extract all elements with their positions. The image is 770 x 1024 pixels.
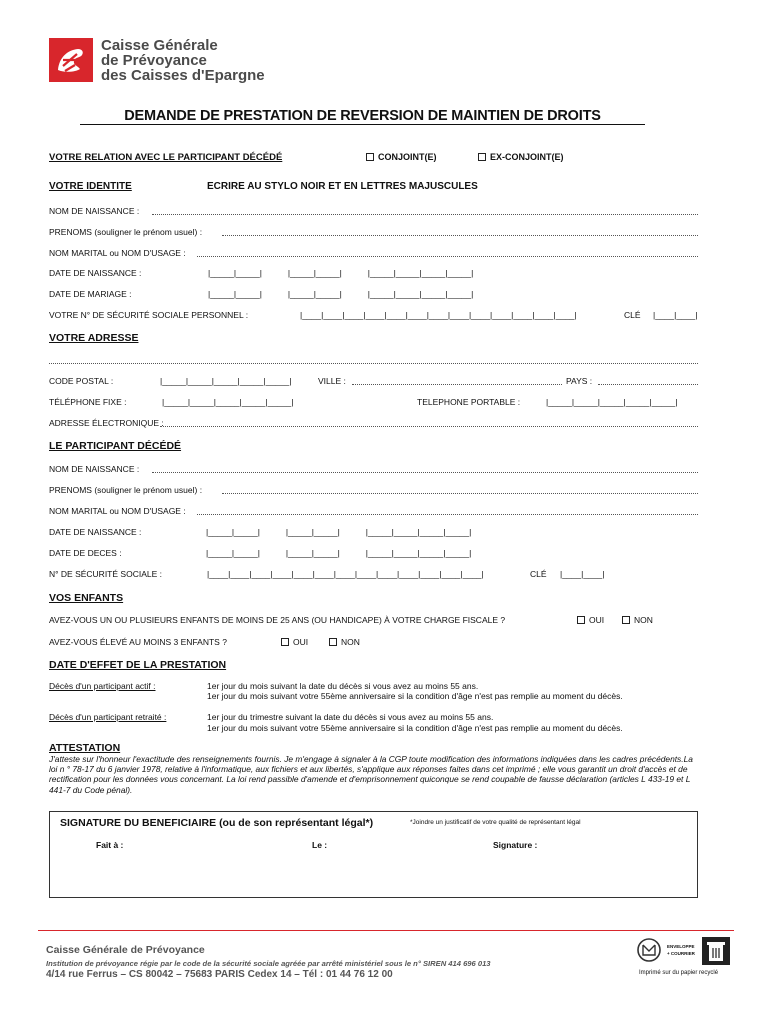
participant-heading: LE PARTICIPANT DÉCÉDÉ xyxy=(49,440,182,452)
date-mariage-field[interactable]: |_____|_____| |_____|_____| |_____|_____|_____|_____| xyxy=(208,289,474,299)
q1-oui-checkbox[interactable] xyxy=(577,616,585,624)
identite-heading: VOTRE IDENTITE xyxy=(49,181,132,192)
participant-nom-marital-label: NOM MARITAL ou NOM D'USAGE : xyxy=(49,506,186,516)
org-name-line3: des Caisses d'Epargne xyxy=(101,67,265,84)
pays-field[interactable] xyxy=(598,384,698,385)
enfants-heading: VOS ENFANTS xyxy=(49,592,124,604)
form-title: DEMANDE DE PRESTATION DE REVERSION DE MAINTIEN DE DROITS xyxy=(80,108,645,125)
q1-non-checkbox[interactable] xyxy=(622,616,630,624)
participant-cle-field[interactable]: |____|____| xyxy=(560,569,605,579)
enfants-question-2: AVEZ-VOUS ÉLEVÉ AU MOINS 3 ENFANTS ? xyxy=(49,637,227,647)
conjoint-option[interactable] xyxy=(366,152,437,162)
secu-field[interactable]: |____|____|____|____|____|____|____|____|____|____|____|____|____| xyxy=(300,310,577,320)
tel-fixe-label: TÉLÉPHONE FIXE : xyxy=(49,397,127,407)
prenoms-label: PRENOMS (souligner le prénom usuel) : xyxy=(49,227,203,237)
ex-conjoint-label: EX-CONJOINT(E) xyxy=(490,152,564,162)
attestation-text: J'atteste sur l'honneur l'exactitude des renseignements fournis. Je m'engage à signaler à la CGP toute modification des informations indiquées dans les cadres précédents.La loi n ° 78-17 du 6 janvier 1978, relative à l'informatique, aux fichiers et aux libertés, s'applique aux réponses faites dans cet imprimé ; elle vous garantit un droit d'accès et de rectification pour les données vous concernant. La loi rend passible d'amende et d'emprisonnement quiconque se rend coupable de fausse déclaration (articles L 433-19 et L 441-7 du Code pénal). xyxy=(49,754,693,795)
participant-prenoms-field[interactable] xyxy=(222,493,698,494)
org-name-line2: de Prévoyance xyxy=(101,52,207,69)
q2-non-option[interactable] xyxy=(329,637,360,647)
fait-a-label: Fait à : xyxy=(96,840,124,850)
identite-instruction: ECRIRE AU STYLO NOIR ET EN LETTRES MAJUSCULES xyxy=(207,181,478,192)
conjoint-label: CONJOINT(E) xyxy=(378,152,437,162)
participant-cle-label: CLÉ xyxy=(530,569,547,579)
ex-conjoint-checkbox[interactable] xyxy=(478,153,486,161)
enveloppe-icon xyxy=(636,937,666,963)
q2-oui-option[interactable] xyxy=(281,637,308,647)
ville-field[interactable] xyxy=(352,384,562,385)
q2-oui-label: OUI xyxy=(293,637,309,647)
email-label: ADRESSE ÉLECTRONIQUE : xyxy=(49,418,164,428)
date-mariage-label: DATE DE MARIAGE : xyxy=(49,289,132,299)
secu-label: VOTRE N° DE SÉCURITÉ SOCIALE PERSONNEL : xyxy=(49,310,249,320)
prenoms-field[interactable] xyxy=(222,235,698,236)
participant-date-naissance-label: DATE DE NAISSANCE : xyxy=(49,527,142,537)
participant-secu-label: N° DE SÉCURITÉ SOCIALE : xyxy=(49,569,162,579)
q1-oui-label: OUI xyxy=(589,615,605,625)
code-postal-label: CODE POSTAL : xyxy=(49,376,114,386)
date-deces-label: DATE DE DECES : xyxy=(49,548,122,558)
le-label: Le : xyxy=(312,840,328,850)
date-naissance-field[interactable]: |_____|_____| |_____|_____| |_____|_____|_____|_____| xyxy=(208,268,474,278)
footer-legal: Institution de prévoyance régie par le code de la sécurité sociale agréée par arrêté ministériel sous le n° SIREN 414 696 013 xyxy=(46,959,491,968)
footer-divider xyxy=(38,930,734,931)
q2-non-checkbox[interactable] xyxy=(329,638,337,646)
enveloppe-label-2: + COURRIER xyxy=(667,951,695,956)
effet-heading: DATE D'EFFET DE LA PRESTATION xyxy=(49,659,227,671)
date-naissance-label: DATE DE NAISSANCE : xyxy=(49,268,142,278)
nom-naissance-label: NOM DE NAISSANCE : xyxy=(49,206,140,216)
relation-label: VOTRE RELATION AVEC LE PARTICIPANT DÉCÉDÉ xyxy=(49,152,283,163)
secu-cle-label: CLÉ xyxy=(624,310,641,320)
footer-org: Caisse Générale de Prévoyance xyxy=(46,944,205,956)
nom-naissance-field[interactable] xyxy=(152,214,698,215)
q2-oui-checkbox[interactable] xyxy=(281,638,289,646)
participant-nom-naissance-field[interactable] xyxy=(152,472,698,473)
signature-label: Signature : xyxy=(493,840,538,850)
retraite-line-2: 1er jour du mois suivant votre 55ème anniversaire si la condition d'âge n'est pas remplie au moment du décès. xyxy=(207,723,623,733)
participant-prenoms-label: PRENOMS (souligner le prénom usuel) : xyxy=(49,485,203,495)
q1-non-option[interactable] xyxy=(622,615,653,625)
ex-conjoint-option[interactable] xyxy=(478,152,564,162)
actif-label: Décès d'un participant actif : xyxy=(49,681,156,691)
squirrel-icon xyxy=(49,38,93,82)
recycle-bin-icon xyxy=(701,936,731,966)
actif-line-2: 1er jour du mois suivant votre 55ème anniversaire si la condition d'âge n'est pas remplie au moment du décès. xyxy=(207,691,623,701)
date-deces-field[interactable]: |_____|_____| |_____|_____| |_____|_____|_____|_____| xyxy=(206,548,472,558)
actif-line-1: 1er jour du mois suivant la date du décès si vous avez au moins 55 ans. xyxy=(207,681,479,691)
pays-label: PAYS : xyxy=(566,376,593,386)
nom-marital-label: NOM MARITAL ou NOM D'USAGE : xyxy=(49,248,186,258)
attestation-heading: ATTESTATION xyxy=(49,742,121,754)
q1-oui-option[interactable] xyxy=(577,615,604,625)
signature-heading: SIGNATURE DU BENEFICIAIRE (ou de son représentant légal*) xyxy=(60,817,374,829)
recycled-paper-note: Imprimé sur du papier recyclé xyxy=(639,970,719,976)
retraite-label: Décès d'un participant retraité : xyxy=(49,712,167,722)
nom-marital-field[interactable] xyxy=(197,256,698,257)
adresse-heading: VOTRE ADRESSE xyxy=(49,332,139,344)
org-name-line1: Caisse Générale xyxy=(101,37,218,54)
tel-portable-field[interactable]: |_____|_____|_____|_____|_____| xyxy=(546,397,678,407)
participant-date-naissance-field[interactable]: |_____|_____| |_____|_____| |_____|_____|_____|_____| xyxy=(206,527,472,537)
conjoint-checkbox[interactable] xyxy=(366,153,374,161)
ecureuil-logo xyxy=(49,38,93,82)
adresse-field[interactable] xyxy=(49,363,698,364)
tel-portable-label: TELEPHONE PORTABLE : xyxy=(417,397,521,407)
q2-non-label: NON xyxy=(341,637,360,647)
tel-fixe-field[interactable]: |_____|_____|_____|_____|_____| xyxy=(162,397,294,407)
retraite-line-1: 1er jour du trimestre suivant la date du décès si vous avez au moins 55 ans. xyxy=(207,712,494,722)
code-postal-field[interactable]: |_____|_____|_____|_____|_____| xyxy=(160,376,292,386)
footer-address: 4/14 rue Ferrus – CS 80042 – 75683 PARIS Cedex 14 – Tél : 01 44 76 12 00 xyxy=(46,969,393,980)
enfants-question-1: AVEZ-VOUS UN OU PLUSIEURS ENFANTS DE MOINS DE 25 ANS (OU HANDICAPE) À VOTRE CHARGE FISCALE ? xyxy=(49,615,506,625)
secu-cle-field[interactable]: |____|____| xyxy=(653,310,698,320)
enveloppe-label-1: ENVELOPPE xyxy=(667,944,695,949)
signature-note: *Joindre un justificatif de votre qualité de représentant légal xyxy=(410,819,581,826)
q1-non-label: NON xyxy=(634,615,653,625)
email-field[interactable] xyxy=(160,426,698,427)
participant-nom-naissance-label: NOM DE NAISSANCE : xyxy=(49,464,140,474)
participant-secu-field[interactable]: |____|____|____|____|____|____|____|____|____|____|____|____|____| xyxy=(207,569,484,579)
ville-label: VILLE : xyxy=(318,376,346,386)
participant-nom-marital-field[interactable] xyxy=(197,514,698,515)
